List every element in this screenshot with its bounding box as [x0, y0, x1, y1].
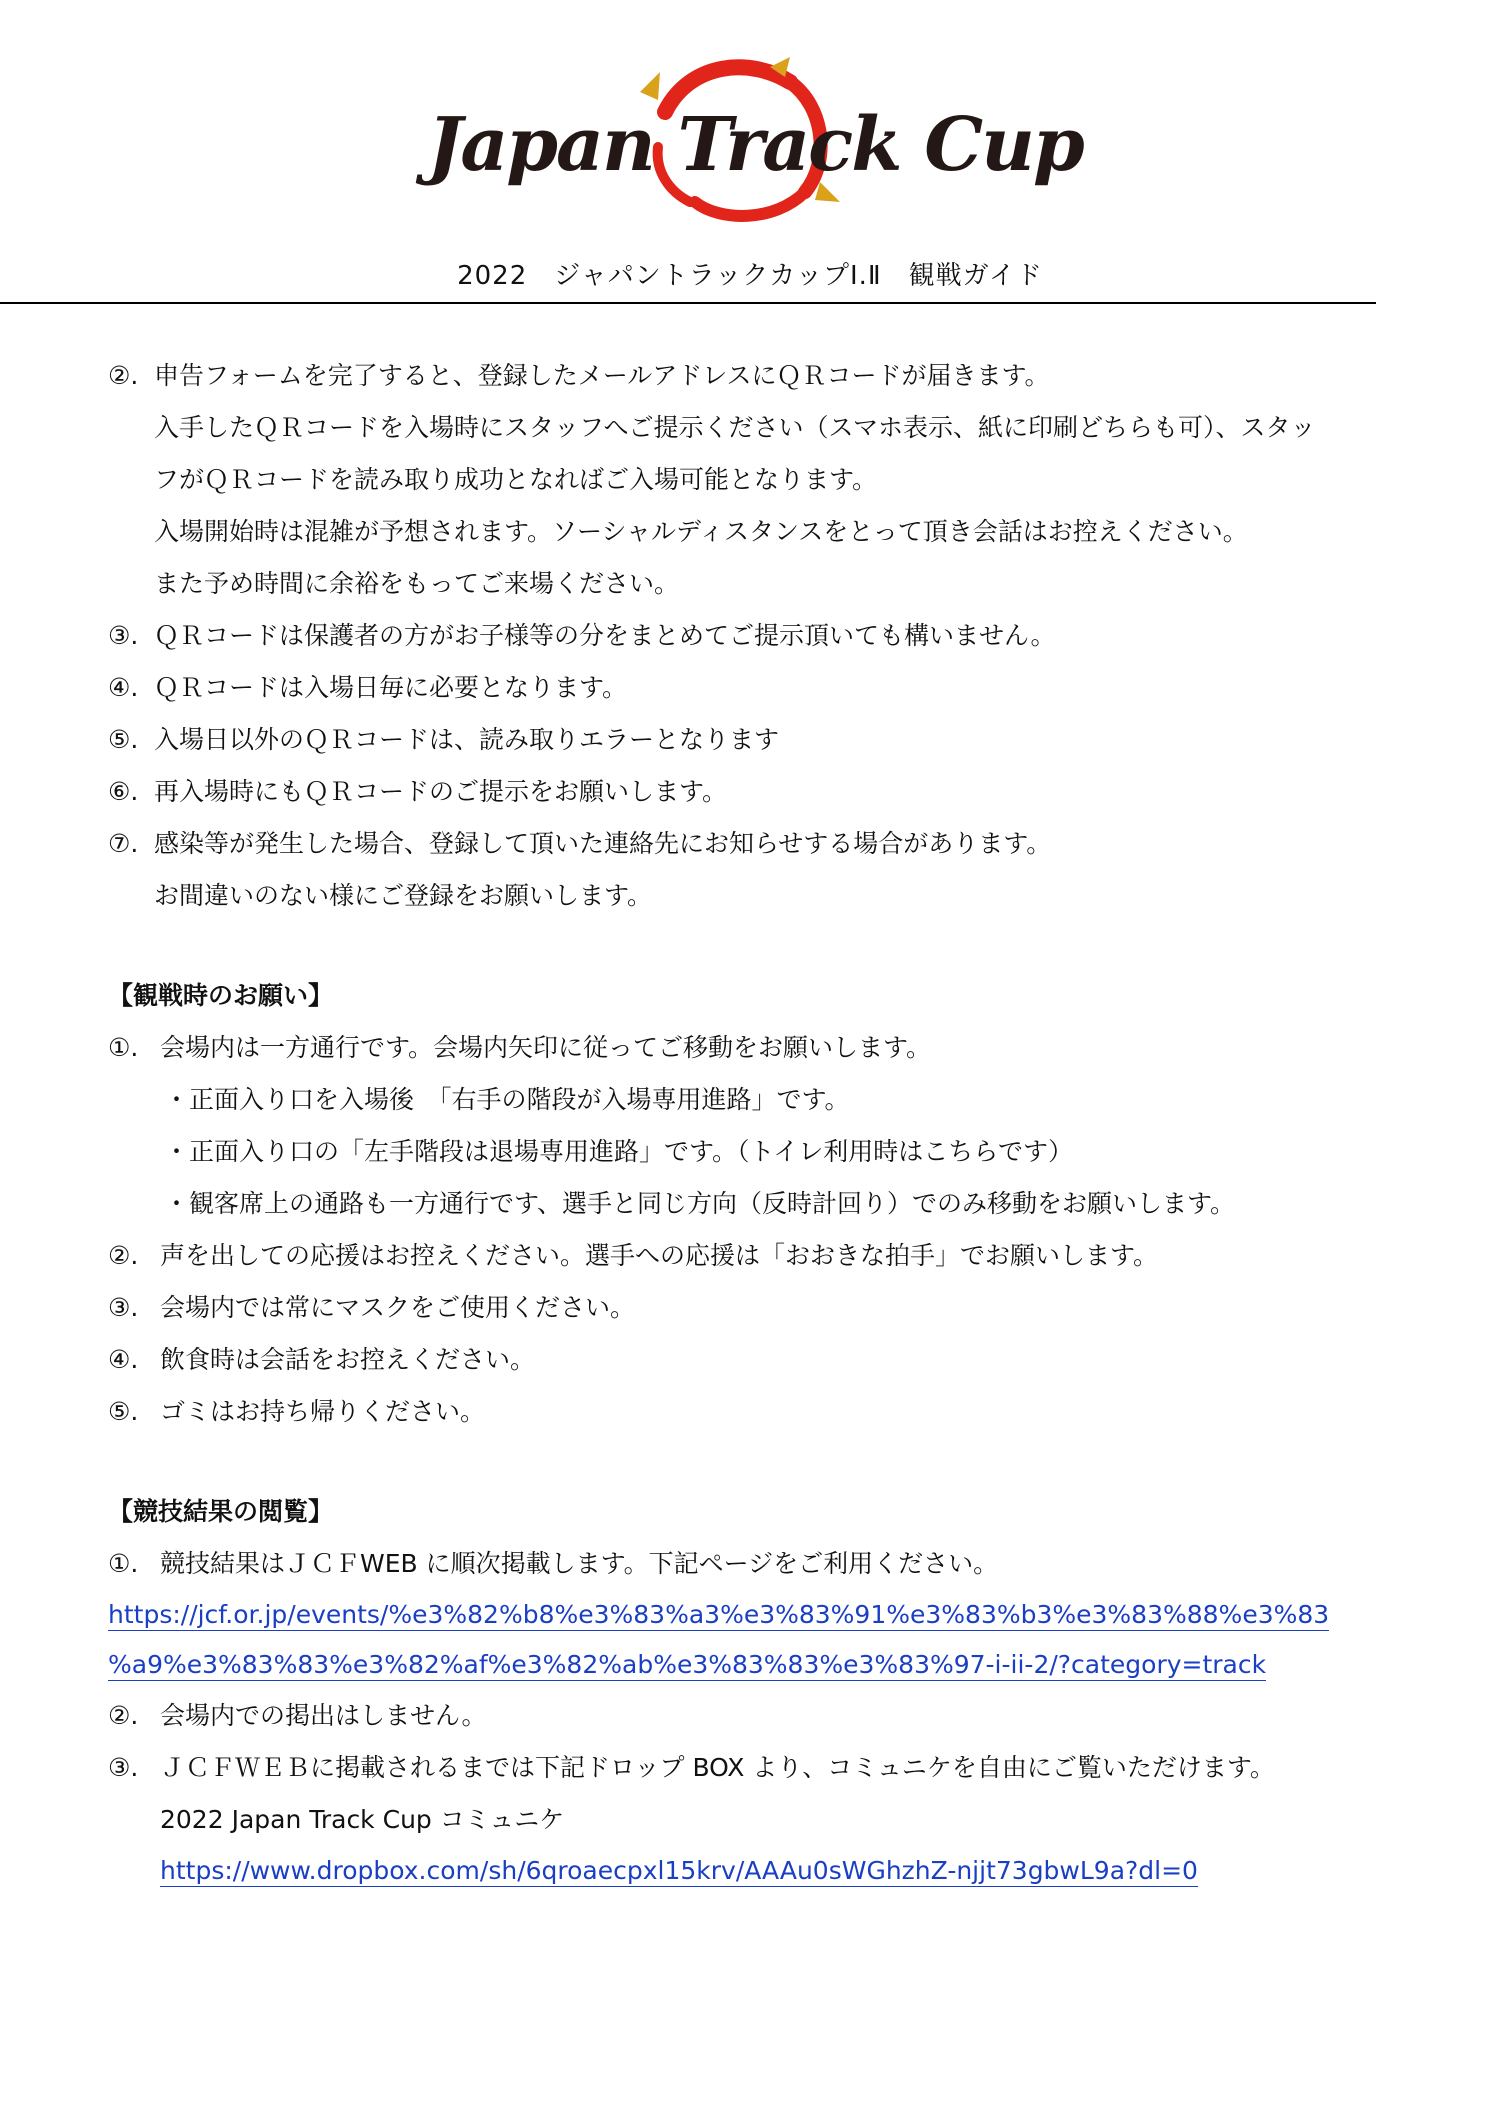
entry-item [108, 714, 1378, 766]
viewing-item [108, 1022, 1378, 1074]
bullet-item: ・正面入り口の「左手階段は退場専用進路」です。（トイレ利用時はこちらです） [164, 1137, 1074, 1166]
viewing-item [108, 1230, 1378, 1282]
entry-item [108, 610, 1378, 662]
bullet-item: ・正面入り口を入場後 「右手の階段が入場専用進路」です。 [164, 1085, 850, 1114]
results-item [108, 1742, 1378, 1794]
viewing-item [108, 1334, 1378, 1386]
header-divider [0, 302, 1376, 304]
viewing-item [108, 1386, 1378, 1438]
item-text: 会場内は一方通行です。会場内矢印に従ってご移動をお願いします。 [160, 1033, 932, 1062]
item-text: 感染等が発生した場合、登録して頂いた連絡先にお知らせする場合があります。 [154, 829, 1052, 858]
japan-track-cup-logo [427, 52, 1083, 232]
entry-item [108, 766, 1378, 818]
item-text: 飲食時は会話をお控えください。 [160, 1345, 536, 1374]
section-heading-results: 【競技結果の閲覧】 [108, 1497, 334, 1526]
results-item [108, 1538, 1378, 1590]
item-text: お間違いのない様にご登録をお願いします。 [154, 881, 653, 910]
item-number: ③. [108, 1753, 139, 1782]
results-url-link[interactable]: https://jcf.or.jp/events/%e3%82%b8%e3%83%a3%e3%83%91%e3%83%b3%e3%83%88%e3%83 [108, 1600, 1330, 1629]
item-text: 会場内での掲出はしません。 [160, 1701, 487, 1730]
entry-item [108, 662, 1378, 714]
item-text: ＱＲコードは保護者の方がお子様等の分をまとめてご提示頂いても構いません。 [154, 621, 1056, 650]
entry-item [108, 350, 1378, 610]
item-text: フがＱＲコードを読み取り成功となればご入場可能となります。 [154, 465, 878, 494]
viewing-item [108, 1282, 1378, 1334]
item-text: ゴミはお持ち帰りください。 [160, 1397, 486, 1426]
item-number: ②. [108, 1701, 139, 1730]
item-number: ①. [108, 1549, 139, 1578]
item-text: 競技結果はＪＣＦWEB に順次掲載します。下記ページをご利用ください。 [160, 1549, 999, 1578]
section-heading-viewing: 【観戦時のお願い】 [108, 981, 334, 1010]
item-number: ③. [108, 1293, 139, 1322]
document-body [108, 350, 1378, 1896]
item-number: ③. [108, 621, 139, 650]
item-text: 会場内では常にマスクをご使用ください。 [160, 1293, 636, 1322]
item-number: ①. [108, 1033, 139, 1062]
item-number: ⑥. [108, 777, 139, 806]
item-number: ②. [108, 361, 139, 390]
item-number: ④. [108, 1345, 139, 1374]
item-text: 入手したＱＲコードを入場時にスタッフへご提示ください（スマホ表示、紙に印刷どちらも可）、スタッ [154, 413, 1316, 442]
item-number: ⑤. [108, 725, 139, 754]
item-text: 声を出しての応援はお控えください。選手への応援は「おおきな拍手」でお願いします。 [160, 1241, 1159, 1270]
results-item [108, 1690, 1378, 1742]
entry-item [108, 818, 1378, 922]
document-subtitle: 2022 ジャパントラックカップⅠ.Ⅱ 観戦ガイド [457, 261, 1043, 291]
item-number: ②. [108, 1241, 139, 1270]
item-text: 再入場時にもＱＲコードのご提示をお願いします。 [154, 777, 728, 806]
item-text: 申告フォームを完了すると、登録したメールアドレスにＱＲコードが届きます。 [154, 361, 1050, 390]
item-text: 入場開始時は混雑が予想されます。ソーシャルディスタンスをとって頂き会話はお控えください。 [154, 517, 1248, 546]
logo-wordmark: Japan Track Cup [427, 102, 1083, 188]
item-number: ⑦. [108, 829, 139, 858]
item-text: また予め時間に余裕をもってご来場ください。 [154, 569, 680, 598]
item-number: ⑤. [108, 1397, 139, 1426]
item-text: ＱＲコードは入場日毎に必要となります。 [154, 673, 628, 702]
dropbox-url-link[interactable]: https://www.dropbox.com/sh/6qroaecpxl15krv/AAAu0sWGhzhZ-njjt73gbwL9a?dl=0 [160, 1856, 1198, 1885]
item-text: ＪＣＦＷＥＢに掲載されるまでは下記ドロップ BOX より、コミュニケを自由にご覧いただけます。 [160, 1753, 1275, 1782]
communique-label: 2022 Japan Track Cup コミュニケ [160, 1805, 565, 1834]
item-text: 入場日以外のＱＲコードは、読み取りエラーとなります [154, 725, 780, 754]
results-url-link-continued[interactable]: %a9%e3%83%83%e3%82%af%e3%82%ab%e3%83%83%e3%83%97-i-ii-2/?category=track [108, 1650, 1267, 1679]
bullet-item: ・観客席上の通路も一方通行です、選手と同じ方向（反時計回り）でのみ移動をお願いします。 [164, 1189, 1236, 1218]
item-number: ④. [108, 673, 139, 702]
